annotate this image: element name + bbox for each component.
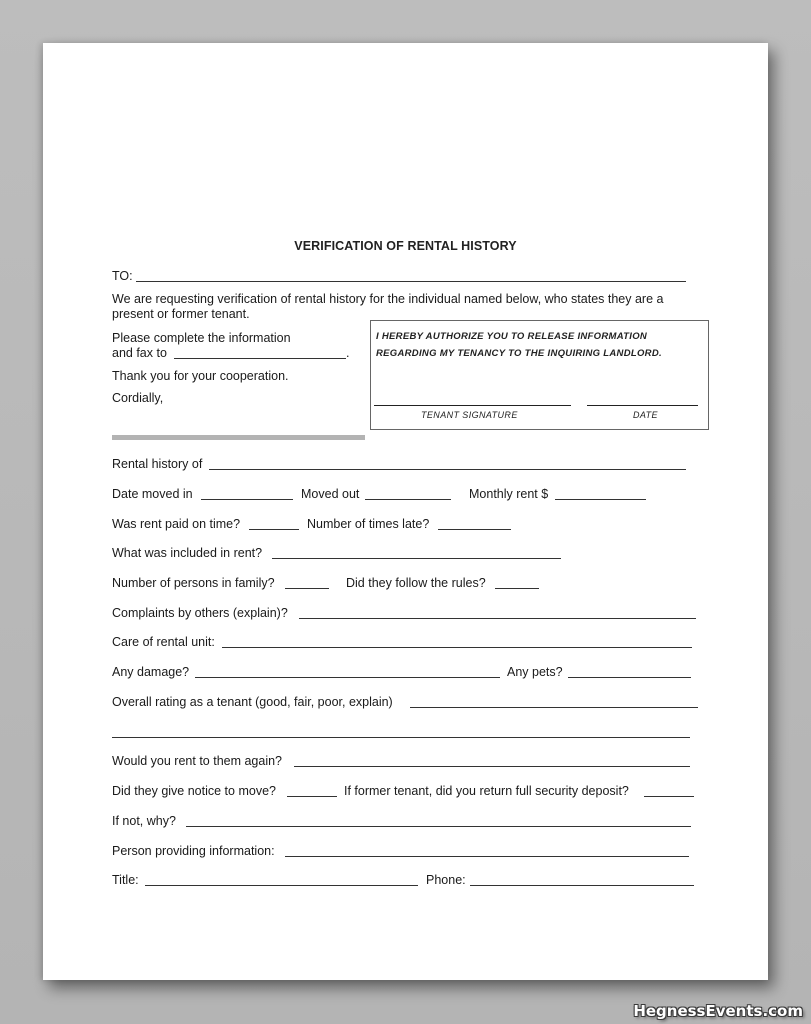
if-not-why-field[interactable] bbox=[186, 826, 691, 827]
tenant-signature-label: TENANT SIGNATURE bbox=[421, 410, 518, 420]
intro-line-2: present or former tenant. bbox=[112, 307, 250, 321]
document-page bbox=[43, 43, 768, 980]
title-label: Title: bbox=[112, 873, 139, 887]
any-damage-label: Any damage? bbox=[112, 665, 190, 679]
instruction-line-1: Please complete the information bbox=[112, 331, 291, 345]
any-pets-label: Any pets? bbox=[507, 665, 563, 679]
return-deposit-field[interactable] bbox=[644, 796, 694, 797]
return-deposit-label: If former tenant, did you return full security deposit? bbox=[344, 784, 629, 798]
signature-date-field[interactable] bbox=[587, 405, 698, 406]
monthly-rent-field[interactable] bbox=[555, 499, 646, 500]
authorization-line-2: REGARDING MY TENANCY TO THE INQUIRING LANDLORD. bbox=[376, 348, 662, 359]
care-of-unit-field[interactable] bbox=[222, 647, 692, 648]
phone-field[interactable] bbox=[470, 885, 694, 886]
fax-number-field[interactable] bbox=[174, 358, 346, 359]
thanks-text: Thank you for your cooperation. bbox=[112, 369, 289, 383]
rental-history-label: Rental history of bbox=[112, 457, 203, 471]
any-damage-field[interactable] bbox=[195, 677, 500, 678]
authorization-text bbox=[376, 328, 662, 362]
form-title: VERIFICATION OF RENTAL HISTORY bbox=[294, 239, 517, 253]
overall-rating-label: Overall rating as a tenant (good, fair, poor, explain) bbox=[112, 695, 393, 709]
rent-again-label: Would you rent to them again? bbox=[112, 754, 283, 768]
complaints-label: Complaints by others (explain)? bbox=[112, 606, 288, 620]
included-in-rent-label: What was included in rent? bbox=[112, 546, 263, 560]
tenant-signature-field[interactable] bbox=[374, 405, 571, 406]
notice-to-move-label: Did they give notice to move? bbox=[112, 784, 276, 798]
if-not-why-label: If not, why? bbox=[112, 814, 176, 828]
person-providing-label: Person providing information: bbox=[112, 844, 275, 858]
date-moved-in-field[interactable] bbox=[201, 499, 293, 500]
date-moved-in-label: Date moved in bbox=[112, 487, 193, 501]
notice-to-move-field[interactable] bbox=[287, 796, 337, 797]
complaints-field[interactable] bbox=[299, 618, 696, 619]
intro-line-1: We are requesting verification of rental history for the individual named below, who states they are a bbox=[112, 292, 664, 306]
times-late-label: Number of times late? bbox=[307, 517, 430, 531]
moved-out-field[interactable] bbox=[365, 499, 451, 500]
closing-text: Cordially, bbox=[112, 391, 164, 405]
persons-in-family-label: Number of persons in family? bbox=[112, 576, 275, 590]
title-field[interactable] bbox=[145, 885, 418, 886]
to-field[interactable] bbox=[136, 281, 686, 282]
follow-rules-field[interactable] bbox=[495, 588, 539, 589]
rent-again-field[interactable] bbox=[294, 766, 690, 767]
follow-rules-label: Did they follow the rules? bbox=[346, 576, 486, 590]
watermark-text: HegnessEvents.com bbox=[633, 1002, 803, 1020]
overall-rating-field-continued[interactable] bbox=[112, 737, 690, 738]
rental-history-field[interactable] bbox=[209, 469, 686, 470]
rent-paid-on-time-field[interactable] bbox=[249, 529, 299, 530]
authorization-line-1: I HEREBY AUTHORIZE YOU TO RELEASE INFORMATION bbox=[376, 331, 648, 342]
rent-paid-on-time-label: Was rent paid on time? bbox=[112, 517, 241, 531]
to-label: TO: bbox=[112, 269, 133, 283]
date-label: DATE bbox=[633, 410, 658, 420]
care-of-unit-label: Care of rental unit: bbox=[112, 635, 215, 649]
authorization-box bbox=[370, 320, 709, 430]
fax-period: . bbox=[346, 346, 350, 360]
times-late-field[interactable] bbox=[438, 529, 511, 530]
monthly-rent-label: Monthly rent $ bbox=[469, 487, 549, 501]
person-providing-field[interactable] bbox=[285, 856, 689, 857]
overall-rating-field[interactable] bbox=[410, 707, 698, 708]
moved-out-label: Moved out bbox=[301, 487, 360, 501]
instruction-line-2: and fax to bbox=[112, 346, 167, 360]
divider-bar bbox=[112, 435, 365, 440]
phone-label: Phone: bbox=[426, 873, 466, 887]
included-in-rent-field[interactable] bbox=[272, 558, 561, 559]
any-pets-field[interactable] bbox=[568, 677, 691, 678]
persons-in-family-field[interactable] bbox=[285, 588, 329, 589]
